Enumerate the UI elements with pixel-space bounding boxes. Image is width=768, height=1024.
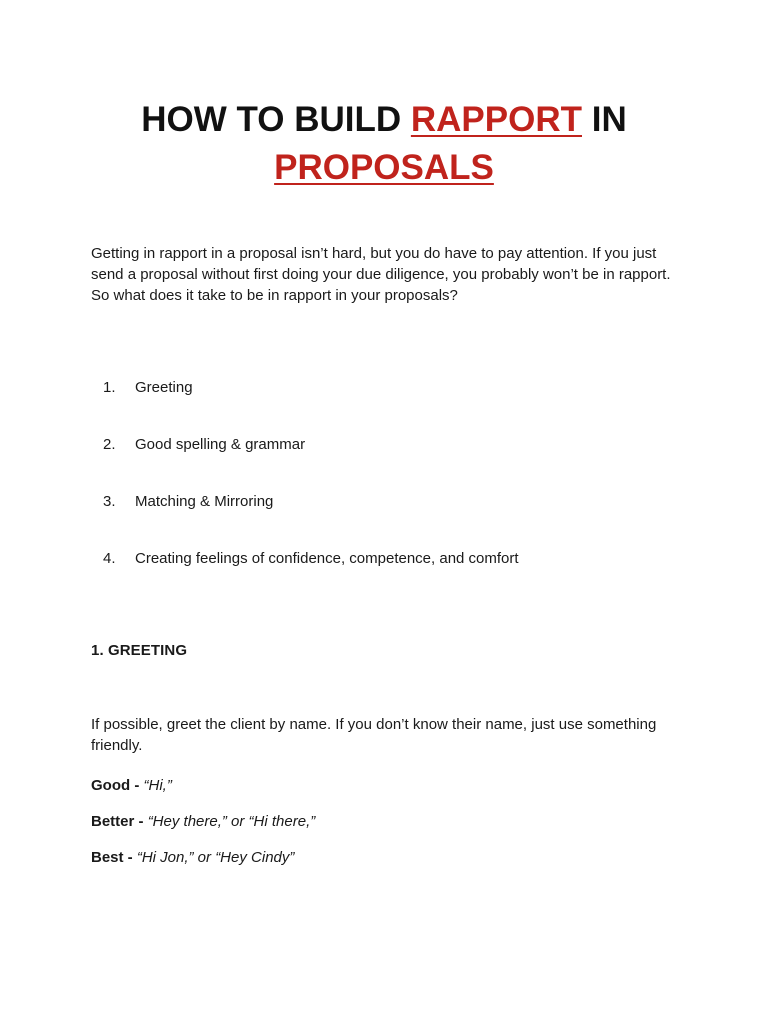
example-quote: “Hi,” xyxy=(143,777,172,794)
section-heading-greeting: 1. GREETING xyxy=(91,642,188,659)
list-item-number: 3. xyxy=(103,493,116,510)
example-better xyxy=(91,811,315,833)
page-title xyxy=(0,96,768,192)
example-quote: “Hi Jon,” or “Hey Cindy” xyxy=(136,849,295,866)
list-item-number: 1. xyxy=(103,379,116,396)
list-item-number: 4. xyxy=(103,550,116,567)
title-accent-proposals: PROPOSALS xyxy=(274,148,494,187)
list-item-text: Greeting xyxy=(135,379,193,396)
list-item xyxy=(91,490,691,547)
list-item xyxy=(91,547,691,604)
list-item xyxy=(91,433,691,490)
title-text-start: HOW TO BUILD xyxy=(141,100,411,139)
section-body-greeting: If possible, greet the client by name. If you don’t know their name, just use something friendly. xyxy=(91,716,657,754)
list-item-text: Creating feelings of confidence, competence, and comfort xyxy=(135,550,519,567)
intro-paragraph: Getting in rapport in a proposal isn’t hard, but you do have to pay attention. If you just send a proposal without first doing your due diligence, you probably won’t be in rapport. So what does it take to be in rapport in your proposals? xyxy=(91,245,671,304)
title-accent-rapport: RAPPORT xyxy=(410,100,582,139)
example-label: Good - xyxy=(91,777,144,794)
example-label: Best - xyxy=(91,849,137,866)
list-item xyxy=(91,376,691,433)
list-item-number: 2. xyxy=(103,436,116,453)
example-good xyxy=(91,775,172,797)
example-label: Better - xyxy=(91,813,148,830)
list-item-text: Matching & Mirroring xyxy=(135,493,274,510)
list-item-text: Good spelling & grammar xyxy=(135,436,306,453)
title-text-in: IN xyxy=(582,100,627,139)
example-quote: “Hey there,” or “Hi there,” xyxy=(147,813,316,830)
example-best xyxy=(91,847,294,869)
steps-list xyxy=(91,376,691,604)
